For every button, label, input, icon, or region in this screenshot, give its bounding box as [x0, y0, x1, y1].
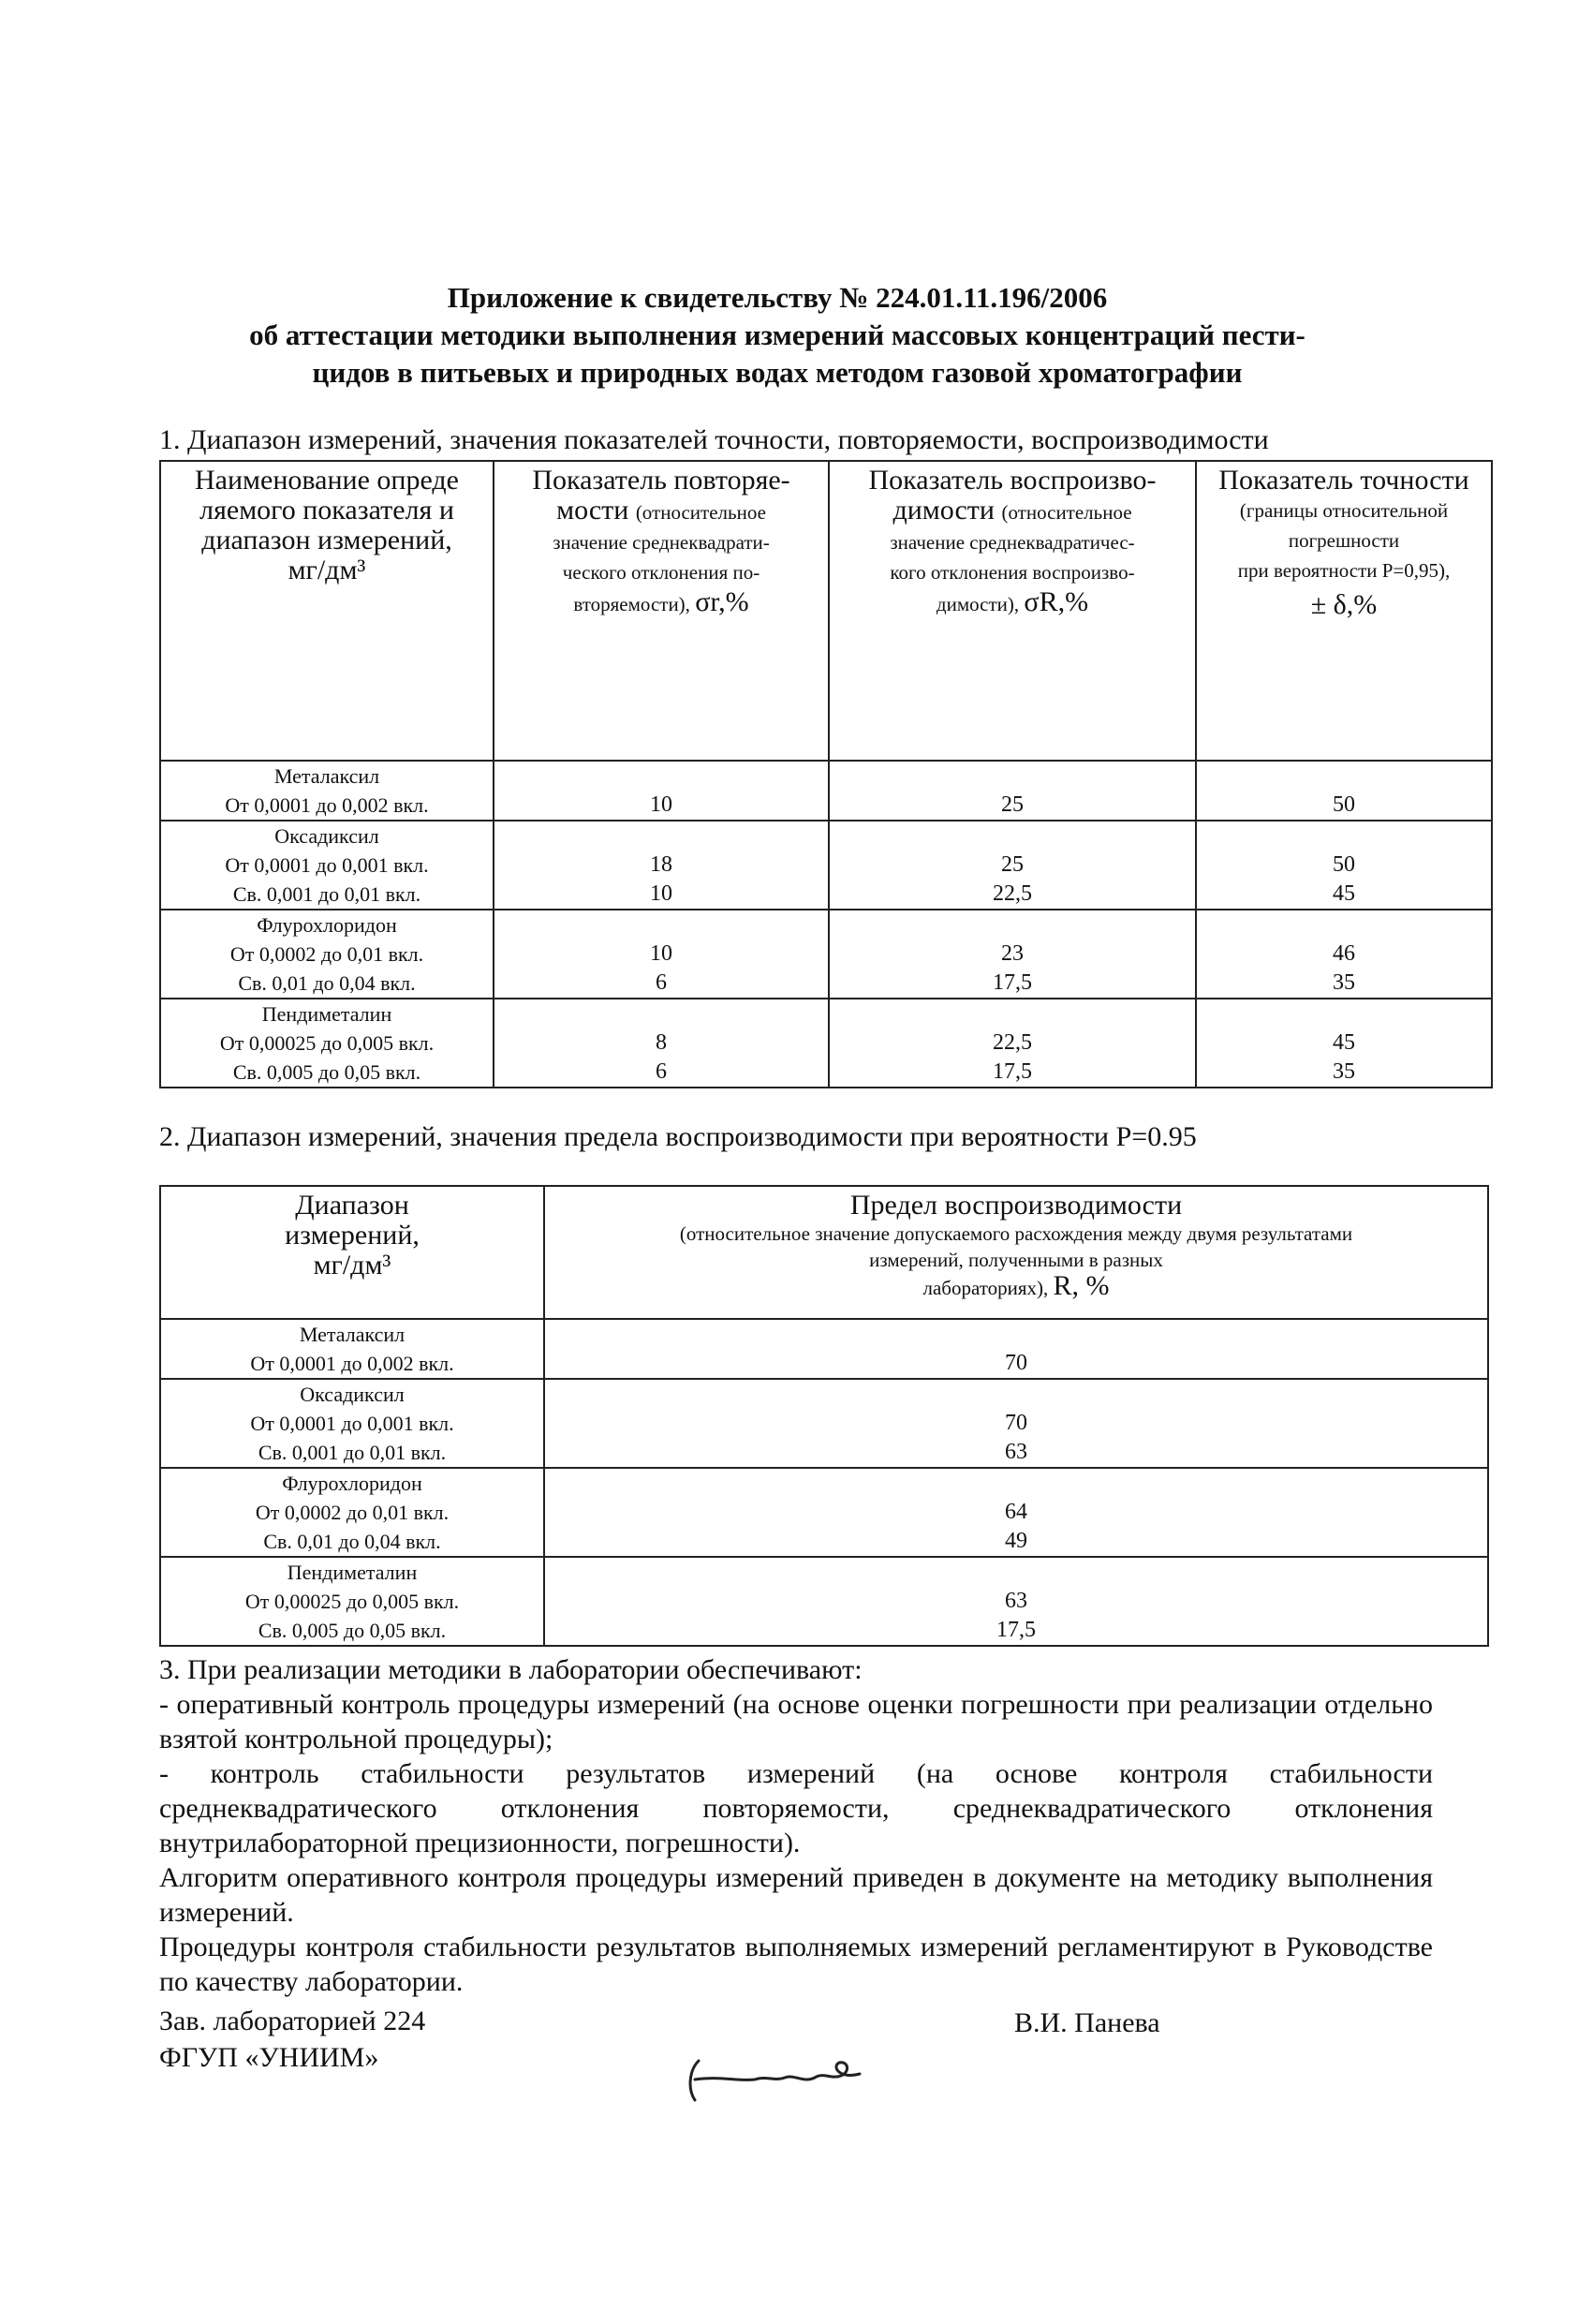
accuracy-cell: [1196, 821, 1492, 910]
header-text: ляемого показателя и: [199, 495, 454, 525]
value: 64: [1005, 1500, 1027, 1524]
analyte-cell: [160, 821, 494, 910]
title-line-1: Приложение к свидетельству № 224.01.11.196/2006: [447, 281, 1108, 314]
analyte-name: Пендиметалин: [261, 1002, 392, 1026]
limit-cell: [544, 1319, 1488, 1379]
range-text: От 0,0001 до 0,001 вкл.: [225, 853, 429, 877]
analyte-cell: [160, 1468, 544, 1557]
table-row: [160, 761, 1492, 821]
analyte-name: Металаксил: [299, 1323, 406, 1346]
repeatability-cell: [494, 910, 829, 999]
value: 35: [1333, 970, 1355, 995]
header-text: Наименование опреде: [195, 465, 459, 496]
value: 22,5: [993, 1030, 1032, 1055]
value: 17,5: [996, 1618, 1036, 1642]
value: 22,5: [993, 881, 1032, 906]
header-note: при вероятности P=0,95),: [1237, 559, 1451, 582]
value: 8: [656, 1030, 667, 1055]
handwritten-signature: [682, 2051, 888, 2108]
range-text: От 0,00025 до 0,005 вкл.: [219, 1031, 435, 1055]
header-reproducibility: [829, 461, 1196, 761]
analyte-name: Оксадиксил: [274, 824, 379, 848]
range-text: От 0,0001 до 0,002 вкл.: [225, 793, 429, 817]
title-line-3: цидов в питьевых и природных водах методом газовой хроматографии: [312, 356, 1243, 389]
range-text: Св. 0,005 до 0,05 вкл.: [258, 1619, 447, 1642]
value: 63: [1005, 1589, 1027, 1613]
header-symbol: σR,%: [1024, 586, 1089, 617]
value: 10: [650, 792, 672, 817]
header-symbol: R, %: [1053, 1270, 1110, 1301]
header-symbol: ± δ,%: [1310, 589, 1378, 620]
header-note: вторяемости),: [573, 593, 690, 615]
reproducibility-cell: [829, 761, 1196, 821]
analyte-cell: [160, 761, 494, 821]
value: 45: [1333, 881, 1355, 906]
reproducibility-cell: [829, 999, 1196, 1088]
repeatability-cell: [494, 999, 829, 1088]
header-text: мости: [556, 495, 629, 525]
section-3-item-2: - контроль стабильности результатов измерений (на основе контроля стабильности среднеквадратического отклонения повторяемости, среднеквадратического отклонения внутрилабораторной прецизионности, погрешности).: [159, 1758, 1433, 1858]
range-text: От 0,0002 до 0,01 вкл.: [229, 942, 424, 966]
range-text: Св. 0,01 до 0,04 вкл.: [263, 1530, 441, 1553]
header-note: ческого отклонения по-: [562, 561, 760, 584]
header-text: Показатель повторяе-: [532, 465, 790, 496]
reproducibility-cell: [829, 910, 1196, 999]
value: 10: [650, 881, 672, 906]
header-text: измерений,: [285, 1220, 420, 1251]
accuracy-cell: [1196, 999, 1492, 1088]
header-analyte-range: [160, 461, 494, 761]
limit-cell: [544, 1468, 1488, 1557]
repeatability-cell: [494, 761, 829, 821]
title-line-2: об аттестации методики выполнения измерений массовых концентраций пести-: [249, 318, 1305, 351]
range-text: От 0,0002 до 0,01 вкл.: [255, 1501, 450, 1524]
range-text: От 0,00025 до 0,005 вкл.: [244, 1590, 460, 1613]
value: 23: [1001, 941, 1024, 966]
analyte-name: Оксадиксил: [300, 1383, 405, 1406]
header-note: (относительное значение допускаемого расхождения между двумя результатами: [679, 1222, 1353, 1245]
section-1-heading: 1. Диапазон измерений, значения показателей точности, повторяемости, воспроизводимости: [159, 424, 1269, 455]
analyte-name: Металаксил: [273, 764, 380, 788]
table-row: [160, 1379, 1488, 1468]
header-note: (относительное: [1001, 501, 1132, 524]
header-note: (границы относительной: [1239, 499, 1449, 522]
value: 6: [656, 1059, 667, 1084]
range-text: От 0,0001 до 0,001 вкл.: [250, 1412, 454, 1435]
header-note: погрешности: [1288, 529, 1400, 552]
analyte-cell: [160, 1557, 544, 1646]
section-3-algorithm: Алгоритм оперативного контроля процедуры измерений приведен в документе на методику выполнения измерений.: [159, 1862, 1433, 1928]
accuracy-table: [159, 460, 1493, 1088]
header-note: кого отклонения воспроизво-: [890, 561, 1135, 584]
signatory-organization: ФГУП «УНИИМ»: [159, 2042, 379, 2073]
value: 25: [1001, 792, 1024, 817]
signatory-position: Зав. лабораторией 224: [159, 2006, 426, 2036]
header-note: димости),: [936, 593, 1020, 615]
section-3-item-1: - оперативный контроль процедуры измерений (на основе оценки погрешности при реализации отдельно взятой контрольной процедуры);: [159, 1689, 1433, 1754]
table-row: [160, 1468, 1488, 1557]
header-note: измерений, полученными в разных: [869, 1249, 1163, 1271]
analyte-cell: [160, 1319, 544, 1379]
header-note: лабораториях),: [922, 1277, 1049, 1299]
section-3-procedures: Процедуры контроля стабильности результатов выполняемых измерений регламентируют в Руководстве по качеству лаборатории.: [159, 1932, 1433, 1997]
repeatability-cell: [494, 821, 829, 910]
section-2-heading: 2. Диапазон измерений, значения предела воспроизводимости при вероятности P=0.95: [159, 1121, 1197, 1152]
limit-cell: [544, 1379, 1488, 1468]
range-text: Св. 0,01 до 0,04 вкл.: [238, 971, 416, 995]
value: 10: [650, 941, 672, 966]
table-row: [160, 910, 1492, 999]
table-row: [160, 1319, 1488, 1379]
signatory-name: В.И. Панева: [1014, 2007, 1160, 2038]
reproducibility-limit-table: [159, 1185, 1489, 1647]
range-text: Св. 0,005 до 0,05 вкл.: [232, 1060, 421, 1084]
value: 25: [1001, 852, 1024, 877]
value: 18: [650, 852, 672, 877]
range-text: От 0,0001 до 0,002 вкл.: [250, 1352, 454, 1375]
value: 70: [1005, 1411, 1027, 1435]
table-row: [160, 999, 1492, 1088]
analyte-cell: [160, 1379, 544, 1468]
limit-table-header: [160, 1186, 1488, 1319]
value: 45: [1333, 1030, 1355, 1055]
accuracy-table-header: [160, 461, 1492, 761]
analyte-name: Флурохлоридон: [282, 1472, 422, 1495]
section-3-intro: 3. При реализации методики в лаборатории обеспечивают:: [159, 1654, 863, 1685]
header-repeatability: [494, 461, 829, 761]
value: 63: [1005, 1440, 1027, 1464]
header-reproducibility-limit: [544, 1186, 1488, 1319]
value: 70: [1005, 1351, 1027, 1375]
table-row: [160, 1557, 1488, 1646]
value: 17,5: [993, 1059, 1032, 1084]
header-text: Диапазон: [295, 1190, 409, 1221]
header-note: (относительное: [635, 501, 766, 524]
analyte-cell: [160, 999, 494, 1088]
header-text: Показатель воспроизво-: [868, 465, 1157, 496]
value: 49: [1005, 1529, 1027, 1553]
header-text: мг/дм³: [288, 555, 366, 585]
header-text: димости: [892, 495, 995, 525]
header-note: значение среднеквадрати-: [553, 531, 770, 554]
header-accuracy: [1196, 461, 1492, 761]
value: 35: [1333, 1059, 1355, 1084]
header-note: значение среднеквадратичес-: [890, 531, 1135, 554]
header-text: мг/дм³: [313, 1250, 391, 1280]
accuracy-cell: [1196, 761, 1492, 821]
value: 6: [656, 970, 667, 995]
header-range: [160, 1186, 544, 1319]
value: 50: [1333, 792, 1355, 817]
reproducibility-cell: [829, 821, 1196, 910]
analyte-name: Флурохлоридон: [257, 913, 397, 937]
header-text: диапазон измерений,: [201, 525, 452, 555]
document-title: [150, 279, 1405, 392]
header-symbol: σr,%: [695, 586, 749, 617]
analyte-cell: [160, 910, 494, 999]
value: 17,5: [993, 970, 1032, 995]
range-text: Св. 0,001 до 0,01 вкл.: [258, 1441, 447, 1464]
range-text: Св. 0,001 до 0,01 вкл.: [232, 882, 421, 906]
limit-cell: [544, 1557, 1488, 1646]
value: 50: [1333, 852, 1355, 877]
table-row: [160, 821, 1492, 910]
accuracy-cell: [1196, 910, 1492, 999]
header-text: Показатель точности: [1218, 465, 1469, 496]
header-text: Предел воспроизводимости: [849, 1190, 1183, 1221]
value: 46: [1333, 941, 1355, 966]
analyte-name: Пендиметалин: [287, 1561, 418, 1584]
